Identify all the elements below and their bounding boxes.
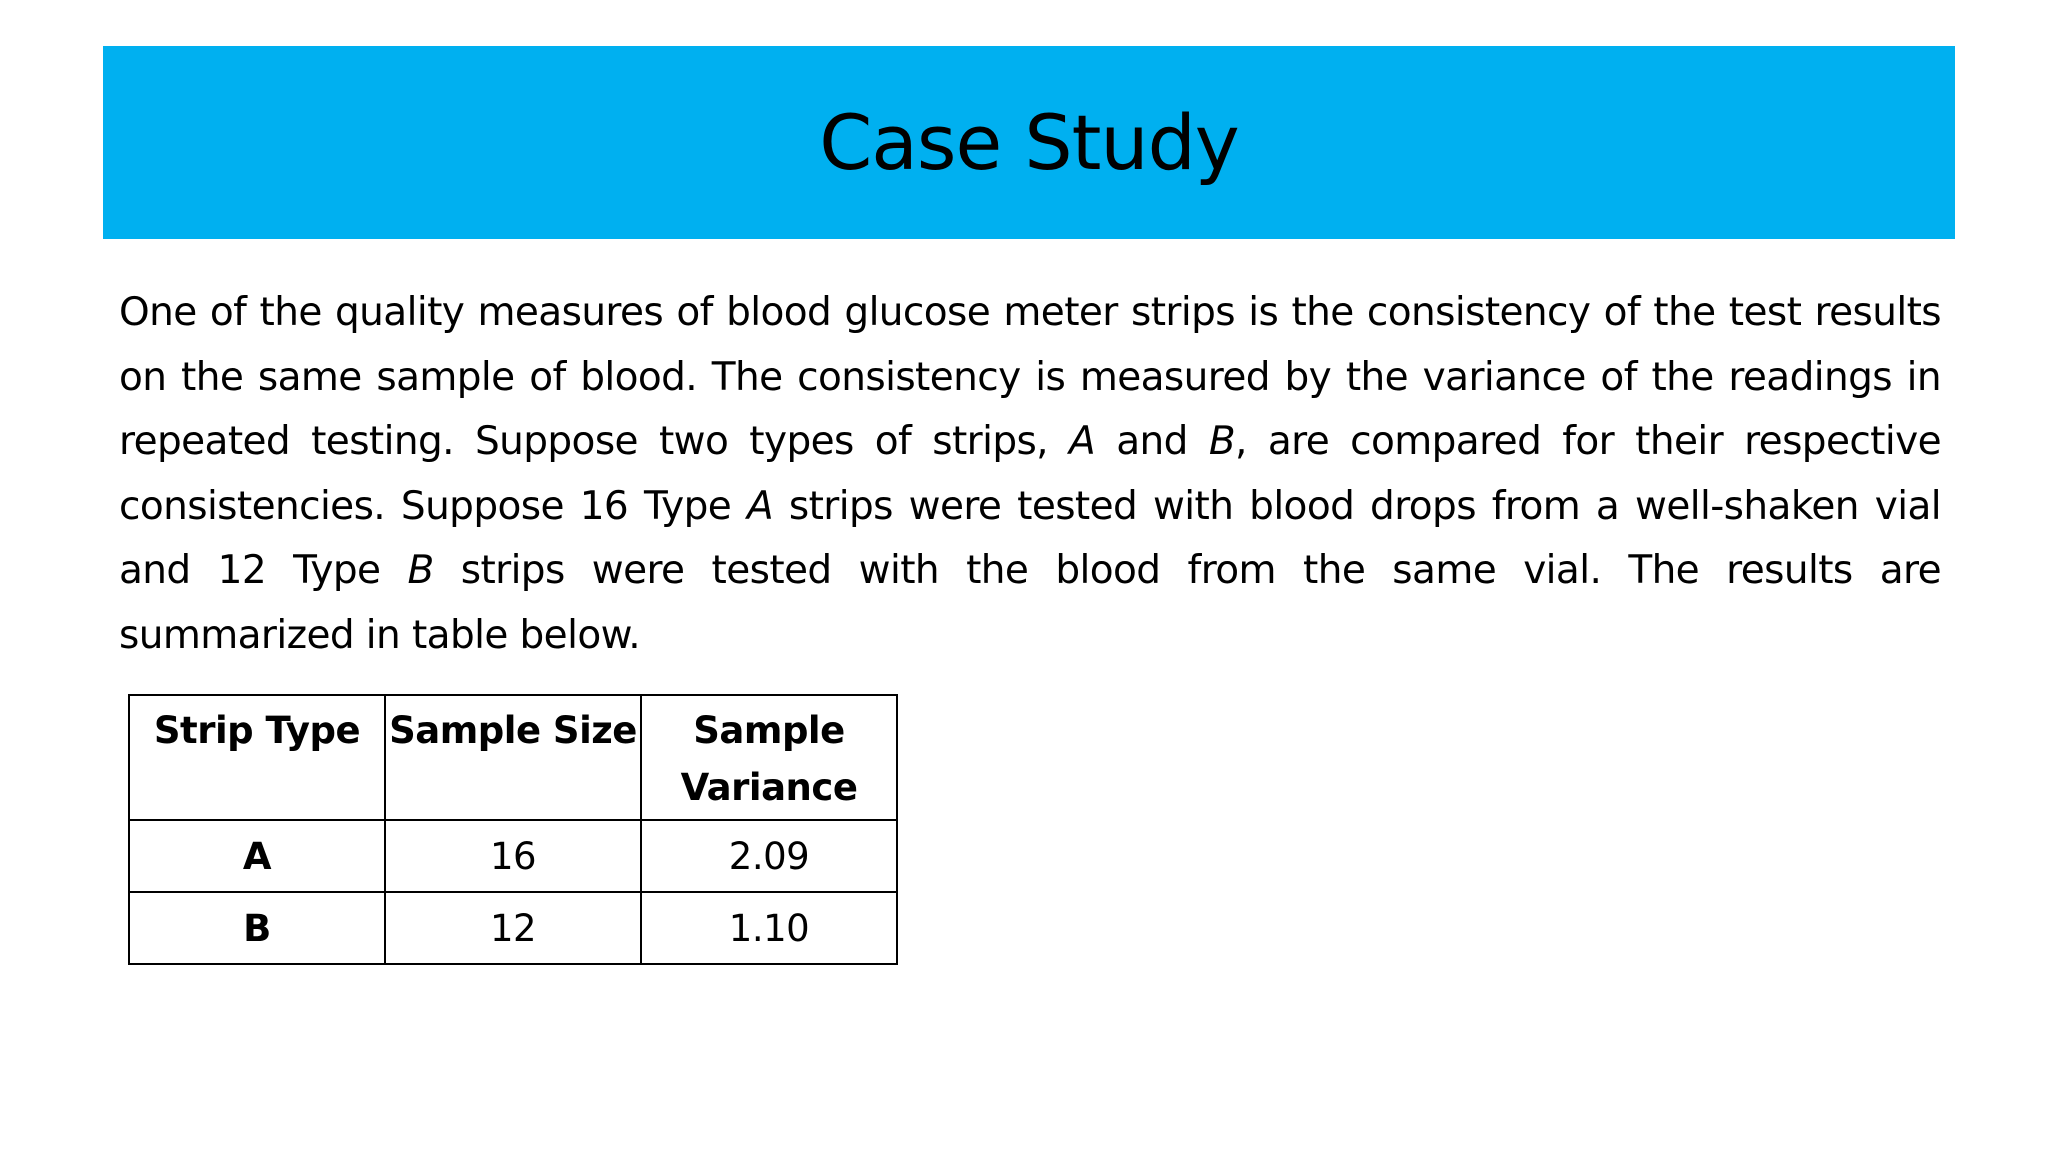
table-row [129,820,897,892]
header-strip-type: Strip Type [129,695,385,820]
header-sample-variance: Sample Variance [641,695,897,820]
case-description [119,281,1941,668]
cell-sample-size: 12 [385,892,641,964]
strip-label-b: B [1208,419,1235,464]
summary-table [128,694,898,965]
cell-sample-variance: 2.09 [641,820,897,892]
header-sample-size: Sample Size [385,695,641,820]
text-segment: One of the quality measures of blood glucose meter strips is the consistency of the test results on the same sample of blood. The consistency is measured by the variance of the readings in repeated testing. Suppose two types of strips, [119,290,1941,464]
strip-label-a: A [746,483,774,529]
cell-sample-size: 16 [385,820,641,892]
text-segment: strips were tested with blood drops from a well-shaken vial and 12 Type [119,483,1942,593]
cell-strip-type: A [129,820,385,892]
slide-title: Case Study [819,98,1239,187]
cell-strip-type: B [129,892,385,964]
text-segment: strips were tested with the blood from the same vial. The results are summarized in table below. [119,548,1941,658]
strip-label-b: B [407,548,434,593]
title-banner [103,46,1955,239]
text-segment: , are compared for their respective consistencies. Suppose 16 Type [119,419,1941,529]
table-header-row [129,695,897,820]
strip-label-a: A [1069,419,1096,464]
cell-sample-variance: 1.10 [641,892,897,964]
text-segment: and [1095,419,1209,464]
table-row [129,892,897,964]
